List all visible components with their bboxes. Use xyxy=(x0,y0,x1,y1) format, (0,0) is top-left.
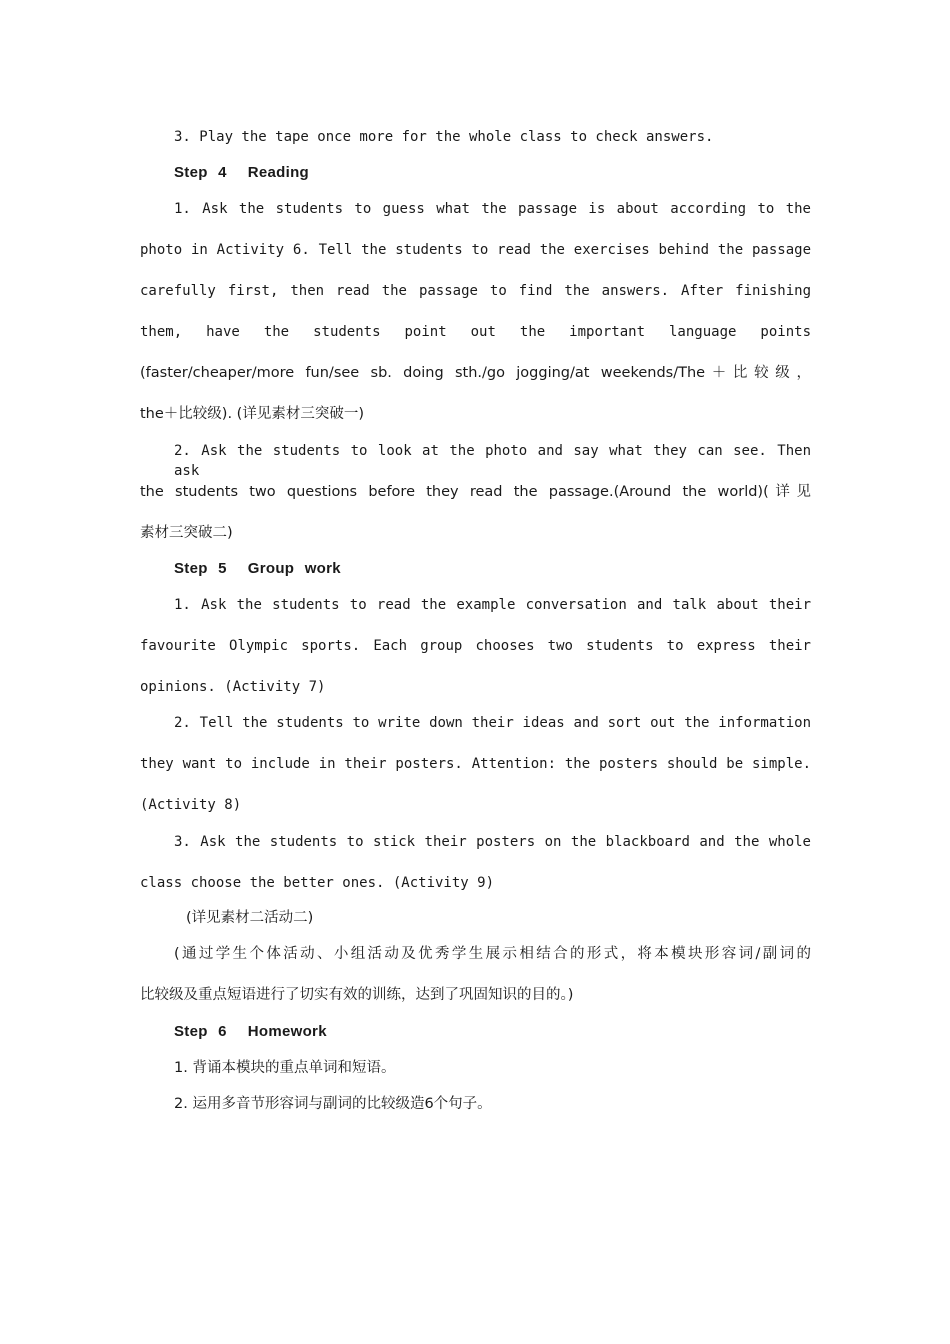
step5-item1-line3: opinions. (Activity 7) xyxy=(140,679,326,695)
step5-item3-line1: 3. Ask the students to stick their posters on the blackboard and the whole xyxy=(174,834,811,850)
step6-item2: 2. 运用多音节形容词与副词的比较级造6个句子。 xyxy=(174,1096,492,1112)
step5-item2-line2: they want to include in their posters. Attention: the posters should be simple. xyxy=(140,756,811,772)
step5-heading: Step 5 Group work xyxy=(174,560,341,577)
step4-item1-line4: them, have the students point out the important language points xyxy=(140,324,811,340)
step4-item2-line2: the students two questions before they read the passage.(Around the world)(详见 xyxy=(140,484,811,500)
step4-item1-line5: (faster/cheaper/more fun/see sb. doing sth./go jogging/at weekends/The＋比较级， xyxy=(140,365,811,381)
step3-item3: 3. Play the tape once more for the whole class to check answers. xyxy=(174,129,714,145)
step5-summary-line2: 比较级及重点短语进行了切实有效的训练，达到了巩固知识的目的。) xyxy=(140,987,574,1003)
step4-item1-line1: 1. Ask the students to guess what the passage is about according to the xyxy=(174,201,811,217)
step5-item1-line2: favourite Olympic sports. Each group chooses two students to express their xyxy=(140,638,811,654)
step4-item1-line3: carefully first, then read the passage to find the answers. After finishing xyxy=(140,283,811,299)
step5-summary-line1: (通过学生个体活动、小组活动及优秀学生展示相结合的形式，将本模块形容词/副词的 xyxy=(174,946,811,962)
step6-item1: 1. 背诵本模块的重点单词和短语。 xyxy=(174,1060,396,1076)
step5-item2-line3: (Activity 8) xyxy=(140,797,242,813)
step4-item1-line2: photo in Activity 6. Tell the students to read the exercises behind the passage xyxy=(140,242,811,258)
step5-item2-line1: 2. Tell the students to write down their ideas and sort out the information xyxy=(174,715,811,731)
step4-item2-line1: 2. Ask the students to look at the photo and say what they can see. Then ask xyxy=(174,443,811,479)
step5-note: (详见素材二活动二) xyxy=(186,910,314,926)
step4-item1-line6: the＋比较级). (详见素材三突破一) xyxy=(140,406,364,422)
step4-item2-line3: 素材三突破二) xyxy=(140,525,233,541)
step5-item1-line1: 1. Ask the students to read the example conversation and talk about their xyxy=(174,597,811,613)
step4-heading: Step 4 Reading xyxy=(174,164,310,181)
step5-item3-line2: class choose the better ones. (Activity 9) xyxy=(140,875,495,891)
step6-heading: Step 6 Homework xyxy=(174,1023,327,1040)
